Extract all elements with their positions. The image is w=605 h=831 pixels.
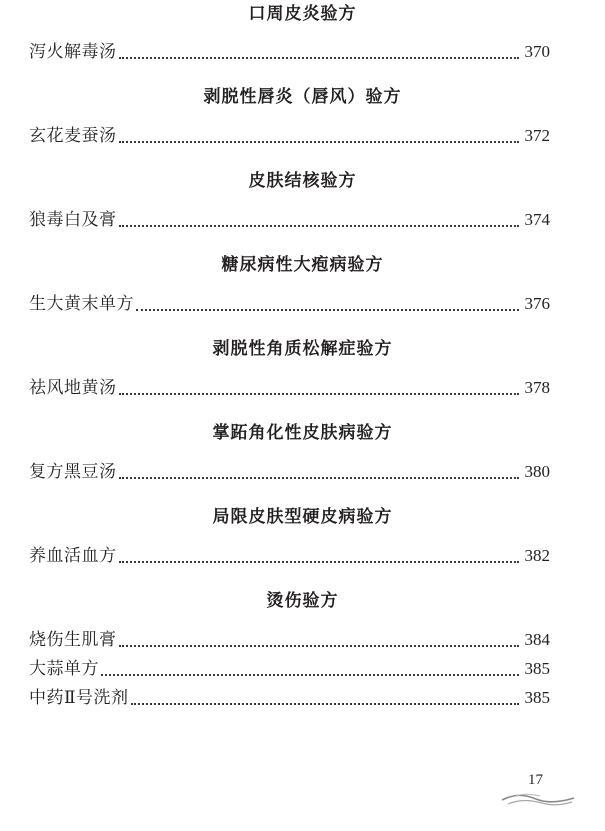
entry-page-number: 384 [524,630,550,649]
entry-page-number: 374 [524,210,550,229]
dot-leader [119,392,519,395]
toc-entry[interactable] [29,292,550,316]
entry-title: 祛风地黄汤 [29,378,117,398]
dot-leader [131,702,519,705]
section-heading: 局限皮肤型硬皮病验方 [212,507,393,527]
entry-title: 生大黄末单方 [29,294,134,314]
toc-entry[interactable] [29,40,550,64]
toc-entry[interactable] [29,628,550,652]
dot-leader [101,673,519,676]
toc-entry[interactable] [29,686,550,710]
entry-title: 养血活血方 [29,546,117,566]
section-heading: 剥脱性角质松解症验方 [212,339,393,359]
entry-page-number: 382 [524,546,550,565]
entry-page-number: 378 [524,378,550,397]
entry-title: 泻火解毒汤 [29,42,117,62]
entry-page-number: 370 [524,42,550,61]
section-heading: 剥脱性唇炎（唇风）验方 [203,87,402,107]
wave-ornament-icon [500,790,576,810]
dot-leader [119,140,519,143]
entry-page-number: 380 [524,462,550,481]
section-heading: 糖尿病性大疱病验方 [221,255,384,275]
toc-entry[interactable] [29,657,550,681]
entry-page-number: 385 [524,688,550,707]
section-heading: 掌跖角化性皮肤病验方 [212,423,393,443]
toc-entry[interactable] [29,460,550,484]
dot-leader [119,224,519,227]
toc-entry[interactable] [29,208,550,232]
toc-entry[interactable] [29,124,550,148]
entry-page-number: 376 [524,294,550,313]
dot-leader [136,308,519,311]
section-heading: 烫伤验方 [266,591,339,611]
entry-title: 玄花麦蚕汤 [29,126,117,146]
section-heading: 皮肤结核验方 [248,171,357,191]
entry-title: 大蒜单方 [29,659,99,679]
entry-title: 烧伤生肌膏 [29,630,117,650]
page-number: 17 [528,772,543,788]
toc-entry[interactable] [29,376,550,400]
entry-page-number: 372 [524,126,550,145]
entry-title: 复方黑豆汤 [29,462,117,482]
dot-leader [119,56,519,59]
dot-leader [119,476,519,479]
section-heading: 口周皮炎验方 [248,4,357,24]
toc-entry[interactable] [29,544,550,568]
entry-page-number: 385 [524,659,550,678]
entry-title: 狼毒白及膏 [29,210,117,230]
entry-title: 中药Ⅱ号洗剂 [29,688,129,708]
dot-leader [119,644,519,647]
dot-leader [119,560,519,563]
